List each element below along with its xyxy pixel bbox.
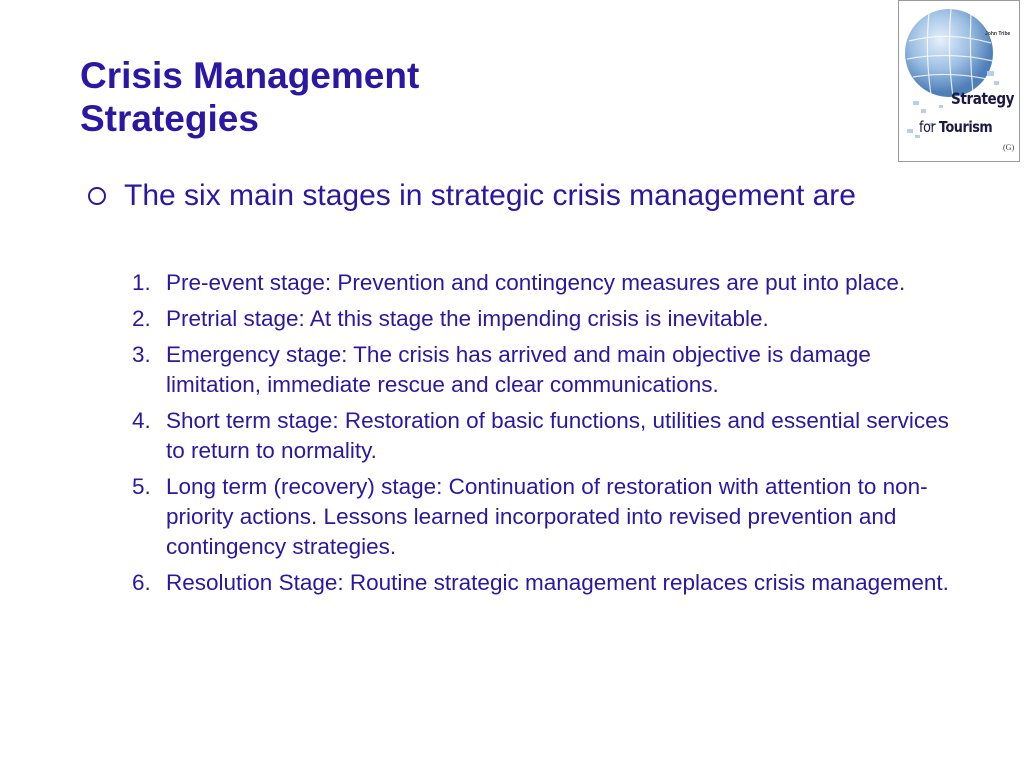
title-line-2: Strategies	[80, 98, 259, 139]
list-item	[132, 406, 952, 466]
slide-title	[80, 54, 780, 140]
list-item-number: 2.	[132, 306, 151, 331]
list-item-text: Short term stage: Restoration of basic functions, utilities and essential services to return to normality.	[166, 408, 949, 463]
list-item-number: 1.	[132, 270, 151, 295]
cover-title-tourism: Tourism	[938, 118, 993, 136]
cover-title-for-tourism	[919, 118, 992, 136]
book-cover-image	[898, 0, 1020, 162]
main-bullet-text: The six main stages in strategic crisis management are	[124, 179, 856, 212]
list-item-number: 5.	[132, 474, 151, 499]
main-bullet	[88, 178, 868, 213]
list-item-number: 6.	[132, 570, 151, 595]
list-item-text: Pretrial stage: At this stage the impending crisis is inevitable.	[166, 306, 769, 331]
stages-list	[132, 268, 952, 604]
globe-puzzle-icon	[899, 1, 1020, 162]
title-line-1: Crisis Management	[80, 55, 420, 96]
list-item-number: 4.	[132, 408, 151, 433]
list-item-text: Pre-event stage: Prevention and contingency measures are put into place.	[166, 270, 906, 295]
list-item	[132, 304, 952, 334]
list-item-text: Emergency stage: The crisis has arrived and main objective is damage limitation, immediate rescue and clear communications.	[166, 342, 871, 397]
hollow-circle-bullet-icon	[88, 187, 106, 205]
cover-title-for: for	[919, 118, 939, 136]
list-item-number: 3.	[132, 342, 151, 367]
list-item-text: Resolution Stage: Routine strategic management replaces crisis management.	[166, 570, 949, 595]
list-item	[132, 568, 952, 598]
list-item-text: Long term (recovery) stage: Continuation of restoration with attention to non-priority actions. Lessons learned incorporated into revised prevention and contingency strategies.	[166, 474, 928, 559]
cover-author: John Tribe	[985, 31, 1011, 37]
cover-publisher-mark: (G)	[1003, 143, 1015, 152]
cover-title-strategy: Strategy	[951, 89, 1015, 108]
list-item	[132, 472, 952, 562]
list-item	[132, 268, 952, 298]
list-item	[132, 340, 952, 400]
